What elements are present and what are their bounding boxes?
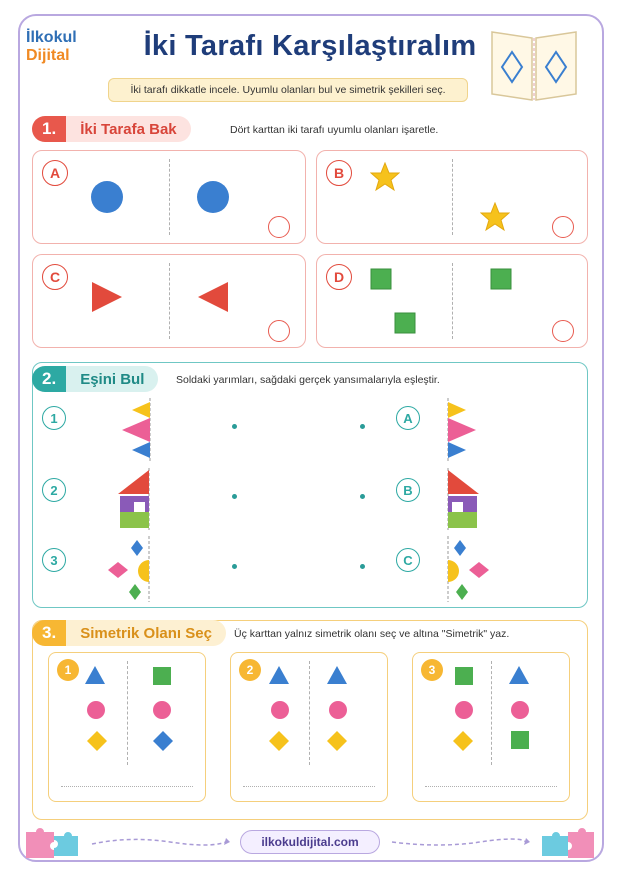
pink-circle xyxy=(152,700,172,720)
card-divider xyxy=(452,263,453,339)
footer-website[interactable] xyxy=(240,830,380,854)
answer-line[interactable] xyxy=(425,786,557,787)
symmetry-card-1-number: 1 xyxy=(57,659,79,681)
card-a xyxy=(32,150,306,244)
answer-line[interactable] xyxy=(243,786,375,787)
card-divider xyxy=(452,159,453,235)
card-d-checkbox[interactable] xyxy=(552,320,574,342)
card-a-letter: A xyxy=(42,160,68,186)
booklet-illustration xyxy=(486,22,582,104)
section3-number: 3. xyxy=(32,620,66,646)
card-divider xyxy=(127,661,128,765)
section3-header xyxy=(32,620,226,646)
card-c-checkbox[interactable] xyxy=(268,320,290,342)
subtitle-text: İki tarafı dikkatle incele. Uyumlu olanları bul ve simetrik şekilleri seç. xyxy=(130,84,446,96)
section1-instruction: Dört karttan iki tarafı uyumlu olanları işaretle. xyxy=(230,124,439,136)
half-triangles-left xyxy=(118,398,152,462)
blue-circle-right xyxy=(196,180,230,214)
green-square xyxy=(490,268,512,290)
symmetry-card-1[interactable] xyxy=(48,652,206,802)
star-icon xyxy=(370,162,400,192)
puzzle-icon xyxy=(538,822,598,860)
card-divider xyxy=(169,159,170,235)
yellow-diamond xyxy=(326,730,348,752)
section2-instruction: Soldaki yarımları, sağdaki gerçek yansımalarıyla eşleştir. xyxy=(176,374,440,386)
symmetry-card-3-number: 3 xyxy=(421,659,443,681)
yellow-diamond xyxy=(86,730,108,752)
symmetry-card-3[interactable] xyxy=(412,652,570,802)
card-a-checkbox[interactable] xyxy=(268,216,290,238)
logo-line2: Dijital xyxy=(26,47,70,64)
symmetry-card-2-number: 2 xyxy=(239,659,261,681)
half-flower-left xyxy=(104,536,152,602)
blue-diamond xyxy=(152,730,174,752)
right-label-a: A xyxy=(396,406,420,430)
match-dot-right-b[interactable] xyxy=(360,494,365,499)
card-divider xyxy=(309,661,310,765)
right-label-c: C xyxy=(396,548,420,572)
card-divider xyxy=(491,661,492,765)
dashed-arrow-left xyxy=(90,834,230,850)
green-square xyxy=(510,730,530,750)
pink-circle xyxy=(510,700,530,720)
section2-number: 2. xyxy=(32,366,66,392)
green-square xyxy=(454,666,474,686)
pink-circle xyxy=(86,700,106,720)
green-square xyxy=(152,666,172,686)
pink-circle xyxy=(454,700,474,720)
card-d xyxy=(316,254,588,348)
right-label-b: B xyxy=(396,478,420,502)
puzzle-icon xyxy=(22,822,82,860)
left-label-1: 1 xyxy=(42,406,66,430)
section1-header xyxy=(32,116,191,142)
section1-title: İki Tarafa Bak xyxy=(66,116,190,142)
section1-number: 1. xyxy=(32,116,66,142)
green-square xyxy=(370,268,392,290)
pink-circle xyxy=(270,700,290,720)
logo-line1: İlkokul xyxy=(26,29,77,46)
blue-triangle xyxy=(84,664,106,686)
reflection-triangles-right xyxy=(446,398,480,462)
footer-url: ilkokuldijital.com xyxy=(261,835,359,849)
card-d-letter: D xyxy=(326,264,352,290)
card-b-letter: B xyxy=(326,160,352,186)
reflection-flower-right xyxy=(446,536,494,602)
left-label-2: 2 xyxy=(42,478,66,502)
blue-triangle xyxy=(268,664,290,686)
red-triangle-right-pointing xyxy=(90,280,124,314)
match-dot-right-a[interactable] xyxy=(360,424,365,429)
card-b xyxy=(316,150,588,244)
card-b-checkbox[interactable] xyxy=(552,216,574,238)
answer-line[interactable] xyxy=(61,786,193,787)
blue-triangle xyxy=(508,664,530,686)
dashed-arrow-right xyxy=(390,834,530,850)
match-dot-right-c[interactable] xyxy=(360,564,365,569)
subtitle xyxy=(108,78,468,102)
section3-title: Simetrik Olanı Seç xyxy=(66,620,226,646)
card-c-letter: C xyxy=(42,264,68,290)
reflection-house-right xyxy=(446,468,482,530)
match-dot-left-2[interactable] xyxy=(232,494,237,499)
page-title: İki Tarafı Karşılaştıralım xyxy=(143,30,477,62)
red-triangle-left-pointing xyxy=(196,280,230,314)
blue-circle-left xyxy=(90,180,124,214)
section3-instruction: Üç karttan yalnız simetrik olanı seç ve altına "Simetrik" yaz. xyxy=(234,628,510,640)
star-icon xyxy=(480,202,510,232)
card-divider xyxy=(169,263,170,339)
card-c xyxy=(32,254,306,348)
yellow-diamond xyxy=(268,730,290,752)
yellow-diamond xyxy=(452,730,474,752)
left-label-3: 3 xyxy=(42,548,66,572)
match-dot-left-1[interactable] xyxy=(232,424,237,429)
match-dot-left-3[interactable] xyxy=(232,564,237,569)
blue-triangle xyxy=(326,664,348,686)
half-house-left xyxy=(116,468,152,530)
section2-title: Eşini Bul xyxy=(66,366,158,392)
section2-header xyxy=(32,366,158,392)
symmetry-card-2[interactable] xyxy=(230,652,388,802)
green-square xyxy=(394,312,416,334)
pink-circle xyxy=(328,700,348,720)
